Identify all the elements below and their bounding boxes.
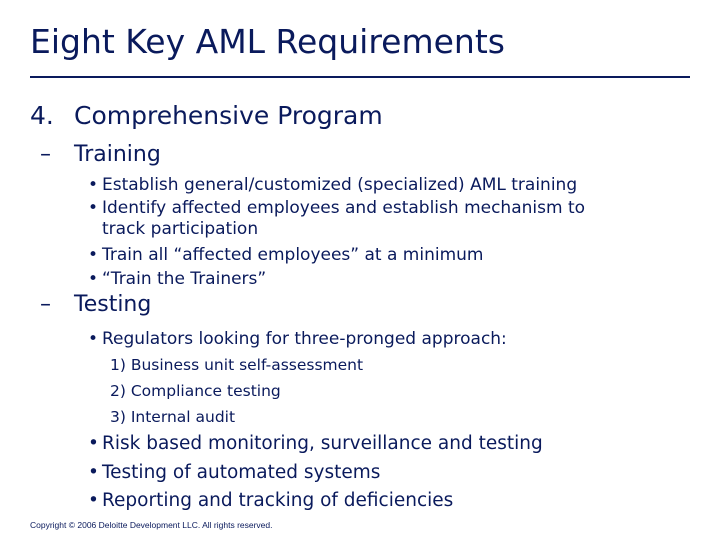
bullet-glyph: • (88, 490, 99, 511)
bullet-glyph: • (88, 462, 99, 483)
bullet-glyph: • (88, 245, 99, 265)
training-bullet-3-text: Train all “affected employees” at a minimum (102, 245, 484, 265)
training-bullet-2 (88, 197, 585, 219)
training-bullet-2-text: Identify affected employees and establish mechanism to (102, 198, 586, 218)
section-number: 4. (30, 101, 54, 130)
slide-title: Eight Key AML Requirements (30, 22, 505, 61)
training-bullet-4-text: “Train the Trainers” (102, 269, 267, 289)
bullet-glyph: • (88, 433, 99, 454)
subheading-training (40, 142, 161, 167)
subheading-testing (40, 292, 151, 317)
testing-intro-bullet (88, 328, 507, 350)
training-bullet-3 (88, 244, 484, 266)
bullet-glyph: • (88, 269, 99, 289)
copyright-notice: Copyright © 2006 Deloitte Development LLC. All rights reserved. (30, 520, 273, 530)
training-bullet-2-continuation: track participation (102, 219, 259, 239)
title-divider (30, 76, 690, 78)
training-bullet-4 (88, 268, 266, 290)
training-bullet-1-text: Establish general/customized (specialized) AML training (102, 175, 578, 195)
bullet-glyph: • (88, 175, 99, 195)
section-heading (30, 101, 383, 130)
testing-bullet-2-text: Testing of automated systems (102, 462, 381, 483)
dash-glyph: – (40, 292, 51, 317)
dash-glyph: – (40, 142, 51, 167)
testing-intro-text: Regulators looking for three-pronged approach: (102, 329, 507, 349)
section-heading-text: Comprehensive Program (74, 101, 383, 130)
testing-bullet-2 (88, 462, 380, 484)
testing-bullet-1 (88, 433, 543, 455)
testing-bullet-3-text: Reporting and tracking of deficiencies (102, 490, 454, 511)
subheading-testing-label: Testing (74, 292, 152, 317)
numbered-item-1: 1) Business unit self-assessment (110, 356, 364, 374)
testing-bullet-3 (88, 490, 453, 512)
subheading-training-label: Training (74, 142, 161, 167)
training-bullet-1 (88, 174, 577, 196)
bullet-glyph: • (88, 329, 99, 349)
testing-bullet-1-text: Risk based monitoring, surveillance and testing (102, 433, 543, 454)
numbered-item-3: 3) Internal audit (110, 408, 236, 426)
bullet-glyph: • (88, 198, 99, 218)
numbered-item-2: 2) Compliance testing (110, 382, 281, 400)
